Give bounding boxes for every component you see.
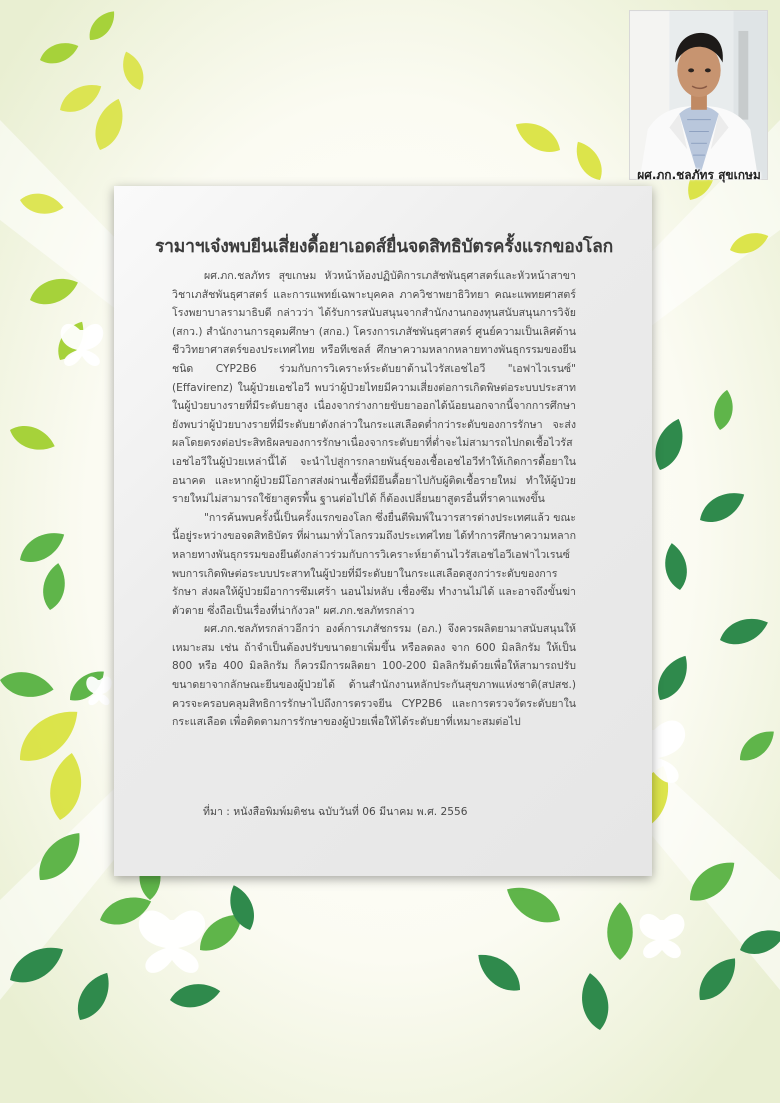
paragraph: ผศ.ภก.ชลภัทร สุขเกษม หัวหน้าห้องปฏิบัติการเภสัชพันธุศาสตร์และหัวหน้าสาขาวิชาเภสัชพันธุศาสตร์ และการแพทย์เฉพาะบุคคล ภาควิชาพยาธิวิทยา คณะแพทยศาสตร์โรงพยาบาลรามาธิบดี กล่าวว่า ได้รับการสนับสนุนจากสำนักงานกองทุนสนับสนุนการวิจัย (สกว.) สำนักงานการอุดมศึกษา (สกอ.) โครงการเภสัชพันธุศาสตร์ ศูนย์ความเป็นเลิศด้านชีววิทยาศาสตร์ของประเทศไทย หรือทีเซลส์ ศึกษาความหลากหลายทางพันธุกรรมของยีนชนิด CYP2B6 ร่วมกับการวิเคราะห์ระดับยาต้านไวรัสเอชไอวี "เอฟาไวเรนซ์" (Effavirenz) ในผู้ป่วยเอชไอวี พบว่าผู้ป่วยไทยมีความเสี่ยงต่อการเกิดพิษต่อระบบประสาทในผู้ป่วยบางรายที่มีระดับยาสูง เนื่องจากร่างกายขับยาออกได้น้อยนอกจากนี้จากการศึกษายังพบว่าผู้ป่วยบางรายที่มีระดับยาดังกล่าวในกระแสเลือดต่ำกว่าระดับของการรักษา จะส่งผลโดยตรงต่อประสิทธิผลของการรักษาเนื่องจากระดับยาที่ต่ำจะไม่สามารถไปกดเชื้อไวรัสเอชไอวีในผู้ป่วยเหล่านี้ได้ จะนำไปสู่การกลายพันธุ์ของเชื้อเอชไอวีทำให้เกิดการดื้อยาในอนาคต และหากผู้ป่วยมีโอกาสส่งผ่านเชื้อที่มียีนดื้อยาไปกับผู้ติดเชื้อรายใหม่ ทำให้ผู้ป่วยรายใหม่ไม่สามารถใช้ยาสูตรพื้น ฐานต่อไปได้ ก็ต้องเปลี่ยนยาสูตรอื่นที่ราคาแพงขึ้น	[172, 270, 576, 506]
source-citation: ที่มา : หนังสือพิมพ์มติชน ฉบับวันที่ 06 มีนาคม พ.ศ. 2556	[203, 806, 468, 818]
photo-caption: ผศ.ภก.ชลภัทร สุขเกษม	[637, 168, 761, 182]
article-title: รามาฯเจ๋งพบยีนเสี่ยงดื้อยาเอดส์ยื่นจดสิทธิบัตรครั้งแรกของโลก	[154, 237, 614, 257]
paragraph: "การค้นพบครั้งนี้เป็นครั้งแรกของโลก ซึ่งยื่นตีพิมพ์ในวารสารต่างประเทศแล้ว ขณะนี้อยู่ระหว่างขอจดสิทธิบัตร ที่ผ่านมาทั่วโลกรวมถึงประเทศไทย ได้ทำการศึกษาความหลากหลายทางพันธุกรรมของยีนดังกล่าวร่วมกับการวิเคราะห์ยาต้านไวรัสเอชไอวีเอฟาไวเรนซ์พบการเกิดพิษต่อระบบประสาทในผู้ป่วยที่มีระดับยาในกระแสเลือดสูงกว่าระดับของการรักษา ส่งผลให้ผู้ป่วยมีอาการซึมเศร้า นอนไม่หลับ เชื่องซึม ทำงานไม่ได้ และอาจถึงขั้นฆ่าตัวตาย ซึ่งถือเป็นเรื่องที่น่ากังวล" ผศ.ภก.ชลภัทรกล่าว	[172, 511, 576, 617]
article-body	[172, 267, 576, 732]
paragraph: ผศ.ภก.ชลภัทรกล่าวอีกว่า องค์การเภสัชกรรม (อภ.) จึงควรผลิตยามาสนับสนุนให้เหมาะสม เช่น ถ้าจำเป็นต้องปรับขนาดยาเพิ่มขึ้น หรือลดลง จาก 600 มิลลิกรัม ให้เป็น 800 หรือ 400 มิลลิกรัม ก็ควรมีการผลิตยา 100-200 มิลลิกรัมด้วยเพื่อให้สามารถปรับขนาดยาจากลักษณะยีนของผู้ป่วยได้ ด้านสำนักงานหลักประกันสุขภาพแห่งชาติ(สปสช.) ควรจะครอบคลุมสิทธิการรักษาไปถึงการตรวจยีน CYP2B6 และการตรวจวัดระดับยาในกระแสเลือด เพื่อติดตามการรักษาของผู้ป่วยเพื่อให้ได้ระดับยาที่เหมาะสมต่อไป	[172, 623, 576, 729]
author-photo	[629, 10, 768, 180]
portrait-image	[630, 11, 767, 179]
